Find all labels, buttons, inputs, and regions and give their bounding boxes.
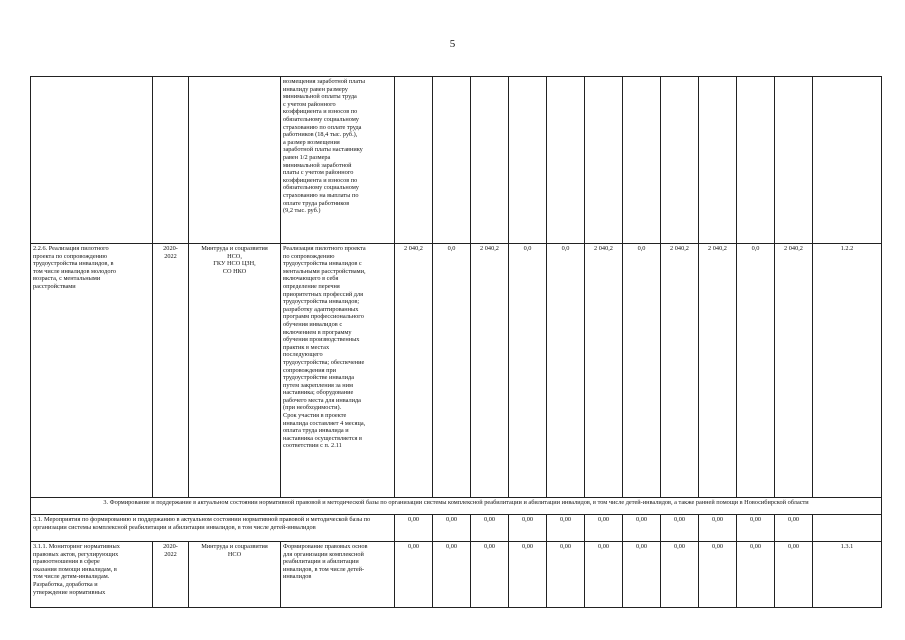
cell-value: [509, 77, 547, 244]
cell-executor: Минтруда и соцразвития НСО: [189, 542, 281, 608]
cell-expected-result: Формирование правовых основ для организации комплексной реабилитации и абилитации инвалидов, в том числе детей- инвалидов: [281, 542, 395, 608]
cell-value: [623, 77, 661, 244]
cell-name: 2.2.6. Реализация пилотного проекта по сопровождению трудоустройства инвалидов, в том числе инвалидов молодого возраста, с ментальными расстройствами: [31, 244, 153, 498]
section-3-header-row: [31, 498, 882, 515]
cell-value: [471, 77, 509, 244]
cell-value: 2 040,2: [471, 244, 509, 498]
cell-expected-result: Реализация пилотного проекта по сопровождению трудоустройства инвалидов с ментальными расстройствами, включающего в себя определение перечня приоритетных профессий для трудоустройства инвалидов; разработку адаптированных программ профессионального обучения инвалидов с включением в программу обучения производственных практик в местах последующего трудоустройства; обеспечение сопровождения при трудоустройстве инвалида путем закрепления за ним наставника; оборудование рабочего места для инвалида (при необходимости). Срок участия в проекте инвалида составляет 4 месяца, оплата труда инвалида и наставника осуществляется в соответствии с п. 2.11: [281, 244, 395, 498]
cell-value: 0,00: [775, 542, 813, 608]
cell-value: [661, 77, 699, 244]
cell-years: 2020- 2022: [153, 542, 189, 608]
cell-value: 0,00: [585, 515, 623, 542]
cell-value: 0,00: [547, 515, 585, 542]
cell-ref: 1.3.1: [813, 542, 882, 608]
cell-ref: 1.2.2: [813, 244, 882, 498]
cell-value: 0,00: [737, 542, 775, 608]
cell-value: 0,0: [737, 244, 775, 498]
cell-value: 0,0: [623, 244, 661, 498]
program-activities-table: [30, 76, 882, 608]
cell-name: 3.1. Мероприятия по формированию и поддержанию в актуальном состоянии нормативной правовой и методической базы по организации системы комплексной реабилитации и абилитации инвалидов, в том числе детей-инвалидов: [31, 515, 395, 542]
cell-value: [547, 77, 585, 244]
cell-value: 0,00: [623, 542, 661, 608]
cell-value: 2 040,2: [585, 244, 623, 498]
cell-value: 0,00: [471, 542, 509, 608]
cell-years: 2020- 2022: [153, 244, 189, 498]
cell-value: 2 040,2: [699, 244, 737, 498]
cell-value: 0,00: [509, 515, 547, 542]
table-row-continuation: [31, 77, 882, 244]
cell-name: 3.1.1. Мониторинг нормативных правовых актов, регулирующих правоотношения в сфере оказания помощи инвалидам, в том числе детям-инвалидам. Разработка, доработка и утверждение нормативных: [31, 542, 153, 608]
cell-value: 0,00: [547, 542, 585, 608]
table-row-3-1-1: [31, 542, 882, 608]
section-title: 3. Формирование и поддержание в актуальном состоянии нормативной правовой и методической базы по организации системы комплексной реабилитации и абилитации инвалидов, в том числе детей-инвалидов, а также ранней помощи в Новосибирской области: [31, 498, 882, 515]
cell-ref: [813, 515, 882, 542]
cell-executor: Минтруда и соцразвития НСО, ГКУ НСО ЦЗН, СО НКО: [189, 244, 281, 498]
cell-expected-result: возмещения заработной платы инвалиду равен размеру минимальной оплаты труда с учетом районного коэффициента и взносов по обязательному социальному страхованию по оплате труда работников (18,4 тыс. руб.), а размер возмещения заработной платы наставнику равен 1/2 размера минимальной заработной платы с учетом районного коэффициента и взносов по обязательному социальному страхованию на выплаты по оплате труда работников (9,2 тыс. руб.): [281, 77, 395, 244]
cell-value: 0,00: [699, 542, 737, 608]
cell-value: 0,00: [395, 515, 433, 542]
cell-ref: [813, 77, 882, 244]
cell-value: 0,0: [509, 244, 547, 498]
cell-value: 0,0: [433, 244, 471, 498]
cell-years: [153, 77, 189, 244]
cell-value: [737, 77, 775, 244]
cell-value: 0,00: [433, 542, 471, 608]
cell-value: 0,00: [623, 515, 661, 542]
cell-value: [395, 77, 433, 244]
cell-value: [585, 77, 623, 244]
cell-value: 0,0: [547, 244, 585, 498]
cell-value: 0,00: [471, 515, 509, 542]
cell-value: 0,00: [699, 515, 737, 542]
cell-value: 0,00: [737, 515, 775, 542]
cell-value: 0,00: [509, 542, 547, 608]
cell-value: 2 040,2: [661, 244, 699, 498]
cell-value: 0,00: [433, 515, 471, 542]
cell-value: 0,00: [661, 515, 699, 542]
cell-value: [699, 77, 737, 244]
cell-name: [31, 77, 153, 244]
cell-value: [433, 77, 471, 244]
table-row-2-2-6: [31, 244, 882, 498]
cell-value: 2 040,2: [395, 244, 433, 498]
cell-value: 0,00: [395, 542, 433, 608]
cell-value: 0,00: [775, 515, 813, 542]
cell-value: 2 040,2: [775, 244, 813, 498]
cell-value: [775, 77, 813, 244]
cell-value: 0,00: [661, 542, 699, 608]
cell-executor: [189, 77, 281, 244]
cell-value: 0,00: [585, 542, 623, 608]
table-row-3-1: [31, 515, 882, 542]
page-number: 5: [449, 38, 456, 50]
